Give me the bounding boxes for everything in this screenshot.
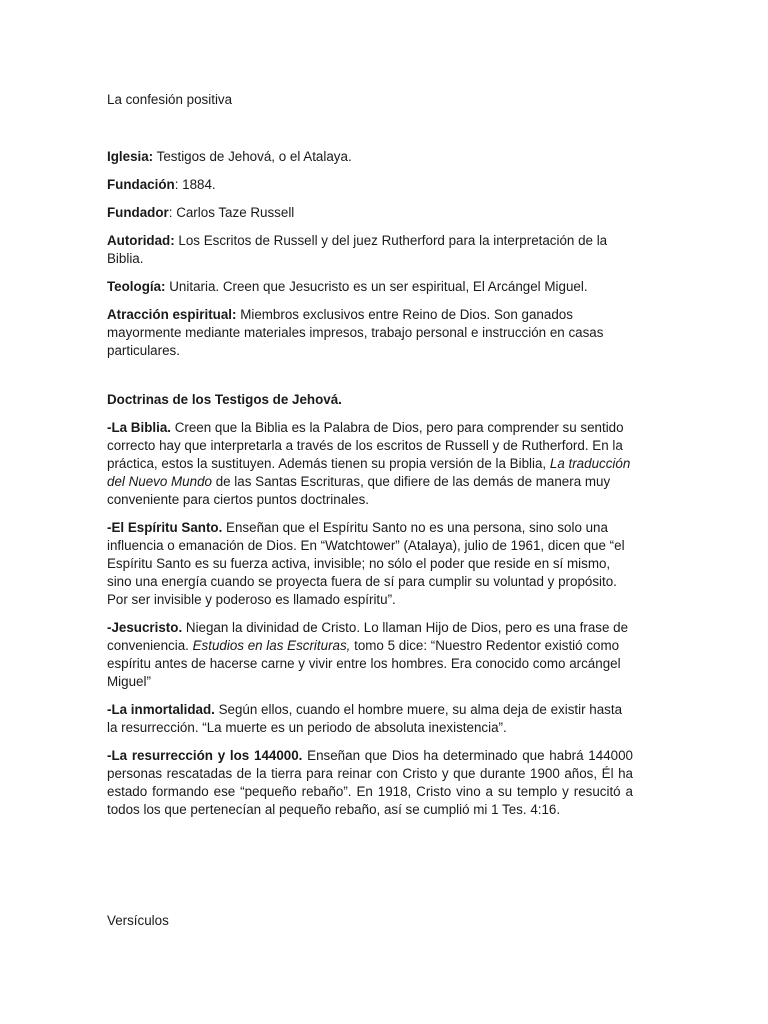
field-value: Unitaria. Creen que Jesucristo es un ser espiritual, El Arcángel Miguel.: [165, 279, 588, 294]
doctrine-label: -El Espíritu Santo.: [107, 520, 223, 535]
field-label: Autoridad:: [107, 233, 175, 248]
doctrine-jesucristo: -Jesucristo. Niegan la divinidad de Cristo. Lo llaman Hijo de Dios, pero es una frase de conveniencia. Estudios en las Escrituras, tomo 5 dice: “Nuestro Redentor existió como espíritu antes de hacerse carne y vivir entre los hombres. Era conocido como arcángel Miguel”: [107, 620, 629, 689]
doctrine-italic-title: La traducción del Nuevo Mundo: [107, 456, 631, 489]
doctrine-italic-title: Estudios en las Escrituras,: [192, 638, 351, 653]
doctrine-label: -La inmortalidad.: [107, 702, 215, 717]
field-fundacion: [107, 176, 633, 194]
field-value: Los Escritos de Russell y del juez Rutherford para la interpretación de la Biblia.: [107, 233, 608, 266]
document-title: La confesión positiva: [107, 92, 233, 107]
field-label: Fundador: [107, 205, 169, 220]
doctrine-espiritu-santo: -El Espíritu Santo. Enseñan que el Espíritu Santo no es una persona, sino solo una influencia o emanación de Dios. En “Watchtower” (Atalaya), julio de 1961, dicen que “el Espíritu Santo es su fuerza activa, invisible; no sólo el poder que reside en sí mismo, sino una energía cuando se proyecta fuera de sí para cumplir su voluntad y propósito. Por ser invisible y poderoso es llamado espíritu”.: [107, 520, 625, 607]
field-iglesia: [107, 148, 633, 166]
doctrine-resurreccion: -La resurrección y los 144000. Enseñan que Dios ha determinado que habrá 144000 personas rescatadas de la tierra para reinar con Cristo y que durante 1900 años, Él ha estado formando ese “pequeño rebaño”. En 1918, Cristo vino a su templo y resucitó a todos los que pertenecían al pequeño rebaño, así se cumplió mi 1 Tes. 4:16.: [107, 748, 633, 817]
field-label: Iglesia:: [107, 149, 154, 164]
doctrine-biblia: -La Biblia. Creen que la Biblia es la Palabra de Dios, pero para comprender su sentido correcto hay que interpretarla a través de los escritos de Russell y de Rutherford. En la práctica, estos la sustituyen. Además tienen su propia versión de la Biblia, La traducción del Nuevo Mundo de las Santas Escrituras, que difiere de las demás de manera muy conveniente para ciertos puntos doctrinales.: [107, 420, 631, 507]
field-value: : Carlos Taze Russell: [168, 205, 295, 220]
field-value: : 1884.: [174, 177, 216, 192]
field-value: Miembros exclusivos entre Reino de Dios. Son ganados mayormente mediante materiales impresos, trabajo personal e instrucción en casas particulares.: [107, 307, 604, 358]
doctrine-label: -Jesucristo.: [107, 620, 183, 635]
document-body: [107, 91, 633, 829]
field-teologia: [107, 278, 633, 296]
field-label: Fundación: [107, 177, 175, 192]
doctrine-inmortalidad: -La inmortalidad. Según ellos, cuando el hombre muere, su alma deja de existir hasta la resurrección. “La muerte es un periodo de absoluta inexistencia”.: [107, 702, 623, 735]
field-label: Atracción espiritual:: [107, 307, 237, 322]
footer-versiculos: Versículos: [107, 913, 169, 928]
field-value: Testigos de Jehová, o el Atalaya.: [153, 149, 352, 164]
section-heading-doctrinas: Doctrinas de los Testigos de Jehová.: [107, 392, 342, 407]
field-label: Teología:: [107, 279, 166, 294]
field-atraccion: [107, 306, 633, 360]
field-autoridad: [107, 232, 633, 268]
doctrine-label: -La resurrección y los 144000.: [107, 748, 303, 763]
field-fundador: [107, 204, 633, 222]
doctrine-label: -La Biblia.: [107, 420, 171, 435]
